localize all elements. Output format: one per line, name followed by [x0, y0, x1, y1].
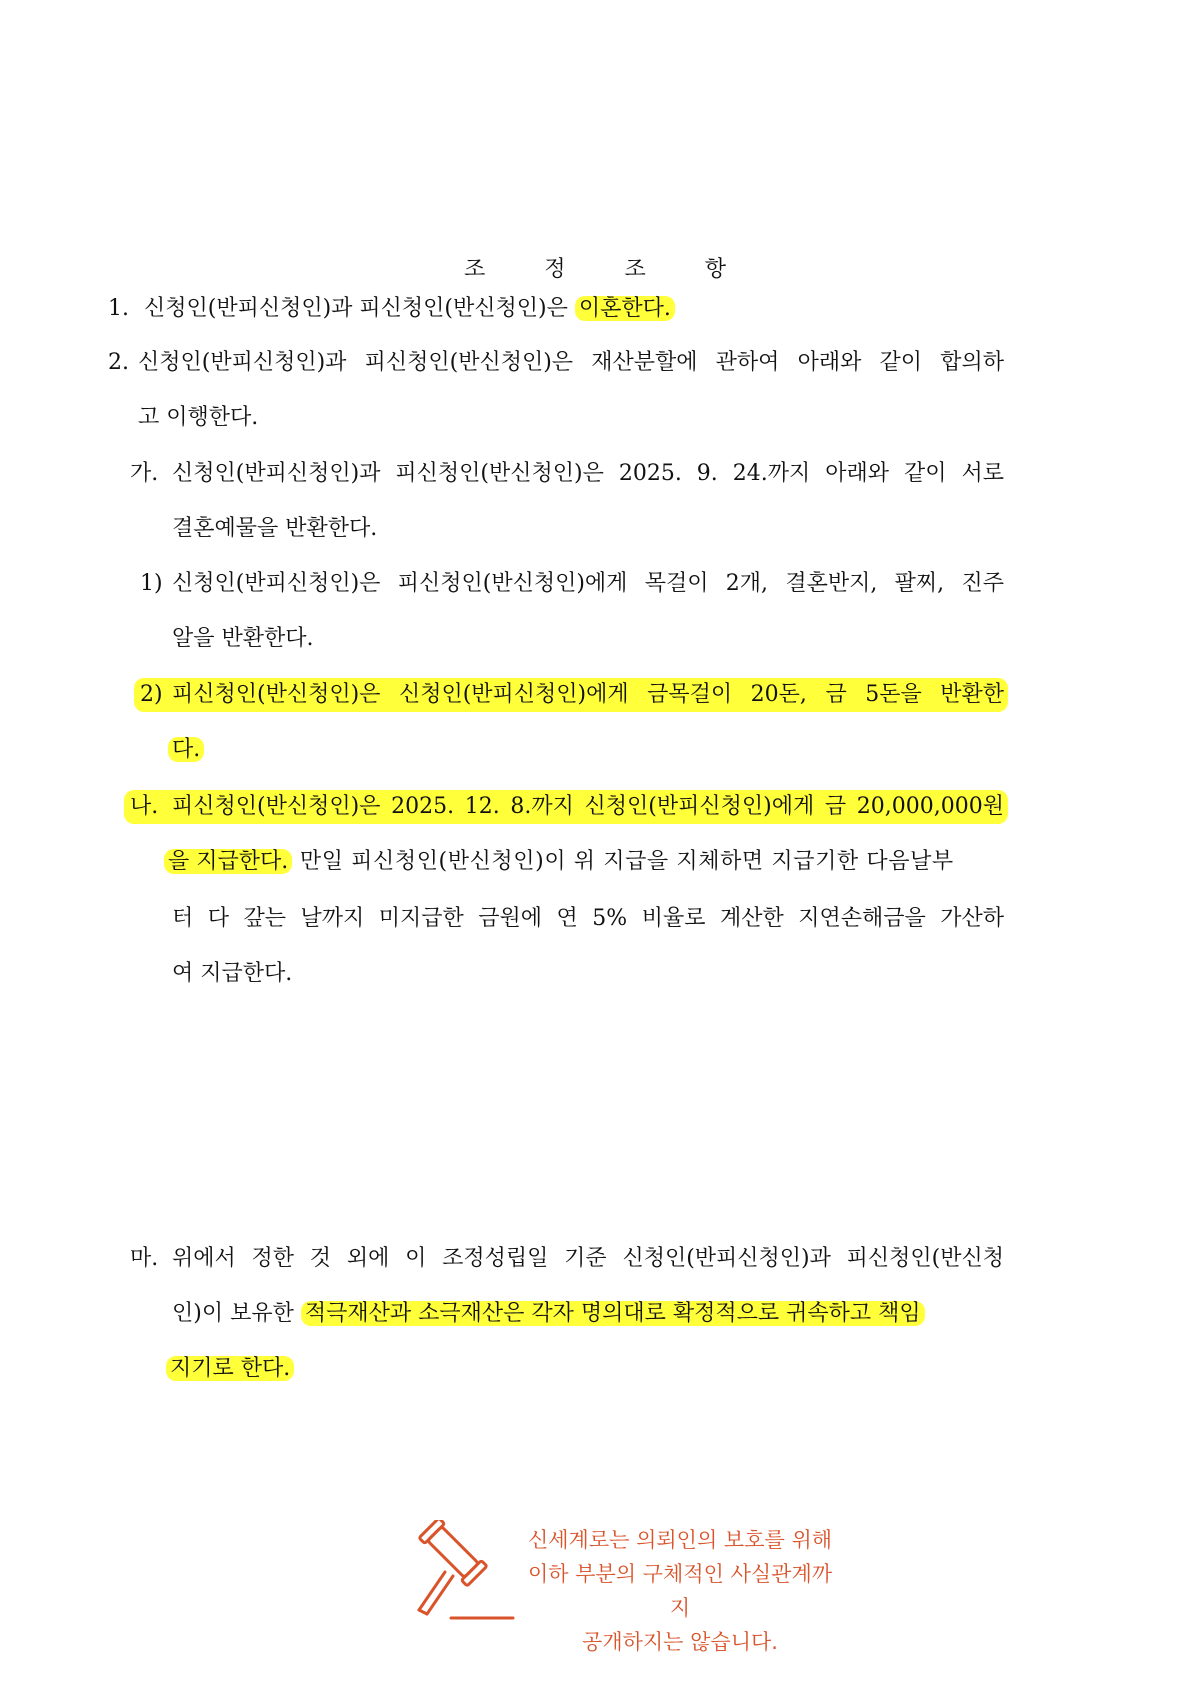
item-na-line-4: 여 지급한다. [172, 961, 293, 986]
item-2-number: 2. [108, 350, 129, 375]
item-ga-line-1: 신청인(반피신청인)과 피신청인(반신청인)은 2025. 9. 24.까지 아래와 같이 서로 [172, 461, 1004, 486]
item-text: 신청인(반피신청인)과 피신청인(반신청인)은 [144, 296, 575, 321]
privacy-notice [405, 1520, 905, 1654]
item-ga2-line-2 [168, 733, 204, 767]
item-ga2-text: 피신청인(반신청인)은 신청인(반피신청인)에게 금목걸이 20돈, 금 5돈을 반환한 [172, 682, 1004, 707]
notice-line-3: 공개하지는 않습니다. [582, 1630, 778, 1654]
highlighted-text: 이혼한다. [575, 296, 675, 321]
item-ga1-line-2: 알을 반환한다. [172, 626, 314, 651]
notice-text [525, 1523, 835, 1659]
highlighted-text: 적극재산과 소극재산은 각자 명의대로 확정적으로 귀속하고 책임 [301, 1301, 925, 1326]
item-ma-text: 인)이 보유한 [172, 1301, 301, 1326]
highlighted-text: 지기로 한다. [166, 1356, 294, 1381]
item-ma-number: 마. [130, 1246, 159, 1271]
document-title: 조 정 조 항 [464, 257, 752, 282]
item-1 [108, 292, 675, 326]
item-ga1-number: 1) [140, 571, 163, 596]
item-ga1-line-1: 신청인(반피신청인)은 피신청인(반신청인)에게 목걸이 2개, 결혼반지, 팔찌, 진주 [172, 571, 1004, 596]
item-na-line-1 [124, 790, 1008, 824]
highlighted-text: 다. [168, 737, 204, 762]
item-ma-line-1: 위에서 정한 것 외에 이 조정성립일 기준 신청인(반피신청인)과 피신청인(반신청 [172, 1246, 1004, 1271]
item-na-text: 만일 피신청인(반신청인)이 위 지급을 지체하면 지급기한 다음날부 [292, 849, 954, 874]
notice-line-1: 신세계로는 의뢰인의 보호를 위해 [527, 1528, 833, 1552]
item-na-line-3: 터 다 갚는 날까지 미지급한 금원에 연 5% 비율로 계산한 지연손해금을 가산하 [172, 906, 1004, 931]
item-na-number: 나. [130, 794, 159, 819]
item-na-line-2 [164, 845, 1004, 879]
item-2-line-1: 신청인(반피신청인)과 피신청인(반신청인)은 재산분할에 관하여 아래와 같이 합의하 [138, 350, 1004, 375]
gavel-icon [405, 1520, 515, 1620]
highlighted-text: 을 지급한다. [164, 849, 292, 874]
item-ma-line-2 [172, 1297, 1012, 1331]
item-ga-number: 가. [130, 461, 159, 486]
item-na-text: 피신청인(반신청인)은 2025. 12. 8.까지 신청인(반피신청인)에게 금 20,000,000원 [172, 794, 1004, 819]
item-ga2-number: 2) [140, 682, 163, 707]
item-number: 1. [108, 296, 129, 321]
item-ma-line-3 [166, 1352, 294, 1386]
item-ga-line-2: 결혼예물을 반환한다. [172, 516, 378, 541]
item-ga2-line-1 [134, 678, 1008, 712]
notice-line-2: 이하 부분의 구체적인 사실관계까지 [527, 1562, 833, 1620]
item-2-line-2: 고 이행한다. [138, 405, 259, 430]
